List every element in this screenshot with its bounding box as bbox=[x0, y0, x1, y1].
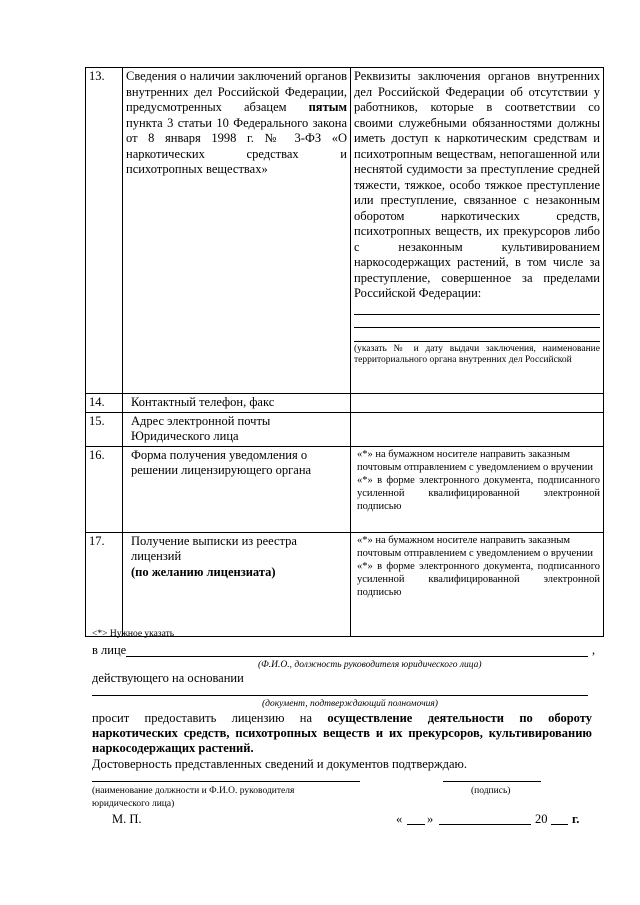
date-open-quote: « bbox=[396, 812, 403, 826]
table-row bbox=[86, 394, 604, 413]
phone-value[interactable] bbox=[351, 394, 604, 413]
email-value[interactable] bbox=[351, 412, 604, 446]
signature-line[interactable] bbox=[443, 781, 541, 782]
date-close-quote: » bbox=[427, 812, 434, 826]
table-row bbox=[86, 68, 604, 394]
row-value-text: Реквизиты заключения органов внутренних дел Российской Федерации об отсутствии у работников, которые в соответствии со своими служебными обязанностями должны иметь доступ к наркотическим средствам и психотропным веществам, непогашенной или неснятой судимости за преступление средней тяжести, тяжкое, особо тяжкое преступление или преступление, связанное с незаконным оборотом наркотических средств, психотропных веществ, их прекурсоров либо с незаконным культивированием наркосодержащих растений, в том числе за преступление, совершенное за пределами Российской Федерации: bbox=[354, 69, 600, 300]
acting-label: действующего на основании bbox=[92, 671, 244, 685]
row-options bbox=[351, 532, 604, 636]
stamp-label: М. П. bbox=[112, 812, 142, 826]
row-number: 16. bbox=[86, 446, 123, 532]
row-label bbox=[123, 68, 351, 394]
request-plain: просит предоставить лицензию на bbox=[92, 711, 328, 725]
application-table bbox=[85, 67, 604, 637]
row-label-bold: (по желанию лицензиата) bbox=[131, 564, 276, 579]
confirmation: Достоверность представленных сведений и документов подтверждаю. bbox=[92, 757, 467, 771]
row-label: Форма получения уведомления о решении лицензирующего органа bbox=[123, 446, 351, 532]
position-caption: (наименование должности и Ф.И.О. руководителя bbox=[92, 786, 295, 796]
row-number: 13. bbox=[86, 68, 123, 394]
row-number: 17. bbox=[86, 532, 123, 636]
row-label-rest: пункта 3 статьи 10 Федерального закона от 8 января 1998 г. № 3-ФЗ «О наркотических средствах и психотропных веществах» bbox=[126, 115, 347, 176]
position-caption-2: юридического лица) bbox=[92, 799, 175, 809]
row-label-text: Получение выписки из реестра лицензий bbox=[131, 533, 297, 563]
document-line[interactable] bbox=[92, 695, 588, 696]
signature-caption: (подпись) bbox=[471, 786, 511, 796]
row-value bbox=[351, 68, 604, 394]
position-name-line[interactable] bbox=[92, 781, 360, 782]
blank-line[interactable] bbox=[354, 333, 600, 342]
option-paper[interactable]: «*» на бумажном носителе направить заказным почтовым отправлением с уведомлением о вручении bbox=[357, 448, 594, 473]
fio-line[interactable] bbox=[126, 656, 588, 657]
comma: , bbox=[592, 643, 596, 657]
date-year: 20 bbox=[535, 812, 548, 826]
row-number: 15. bbox=[86, 412, 123, 446]
date-year-line[interactable] bbox=[551, 824, 568, 825]
table-row bbox=[86, 446, 604, 532]
request-text bbox=[92, 711, 592, 756]
blank-line[interactable] bbox=[354, 319, 600, 328]
option-electronic[interactable]: «*» в форме электронного документа, подписанного усиленной квалифицированной электронной подписью bbox=[357, 560, 600, 598]
option-paper[interactable]: «*» на бумажном носителе направить заказным почтовым отправлением с уведомлением о вручении bbox=[357, 534, 594, 559]
fio-caption: (Ф.И.О., должность руководителя юридического лица) bbox=[258, 660, 482, 670]
row-label-text: Сведения о наличии заключений органов внутренних дел Российской Федерации, предусмотренных абзацем bbox=[126, 69, 347, 114]
document-caption: (документ, подтверждающий полномочия) bbox=[262, 699, 438, 709]
row-label: Контактный телефон, факс bbox=[123, 394, 351, 413]
row-value-note: (указать № и дату выдачи заключения, наименование территориального органа внутренних дел Российской bbox=[354, 343, 600, 365]
row-label-bold: пятым bbox=[308, 100, 347, 114]
date-suffix: г. bbox=[572, 812, 580, 826]
date-day-line[interactable] bbox=[407, 824, 425, 825]
row-label: Адрес электронной почты Юридического лица bbox=[123, 412, 351, 446]
row-number: 14. bbox=[86, 394, 123, 413]
table-row bbox=[86, 532, 604, 636]
blank-line[interactable] bbox=[354, 306, 600, 315]
date-month-line[interactable] bbox=[439, 824, 531, 825]
footnote: <*> Нужное указать bbox=[92, 629, 175, 639]
row-label bbox=[123, 532, 351, 636]
option-electronic[interactable]: «*» в форме электронного документа, подписанного усиленной квалифицированной электронной подписью bbox=[357, 474, 600, 512]
request-bold: осуществление деятельности по обороту наркотических средств, психотропных веществ и их прекурсоров, культивированию наркосодержащих растений. bbox=[92, 711, 592, 755]
in-person-label: в лице bbox=[92, 643, 127, 657]
table-row bbox=[86, 412, 604, 446]
row-options bbox=[351, 446, 604, 532]
